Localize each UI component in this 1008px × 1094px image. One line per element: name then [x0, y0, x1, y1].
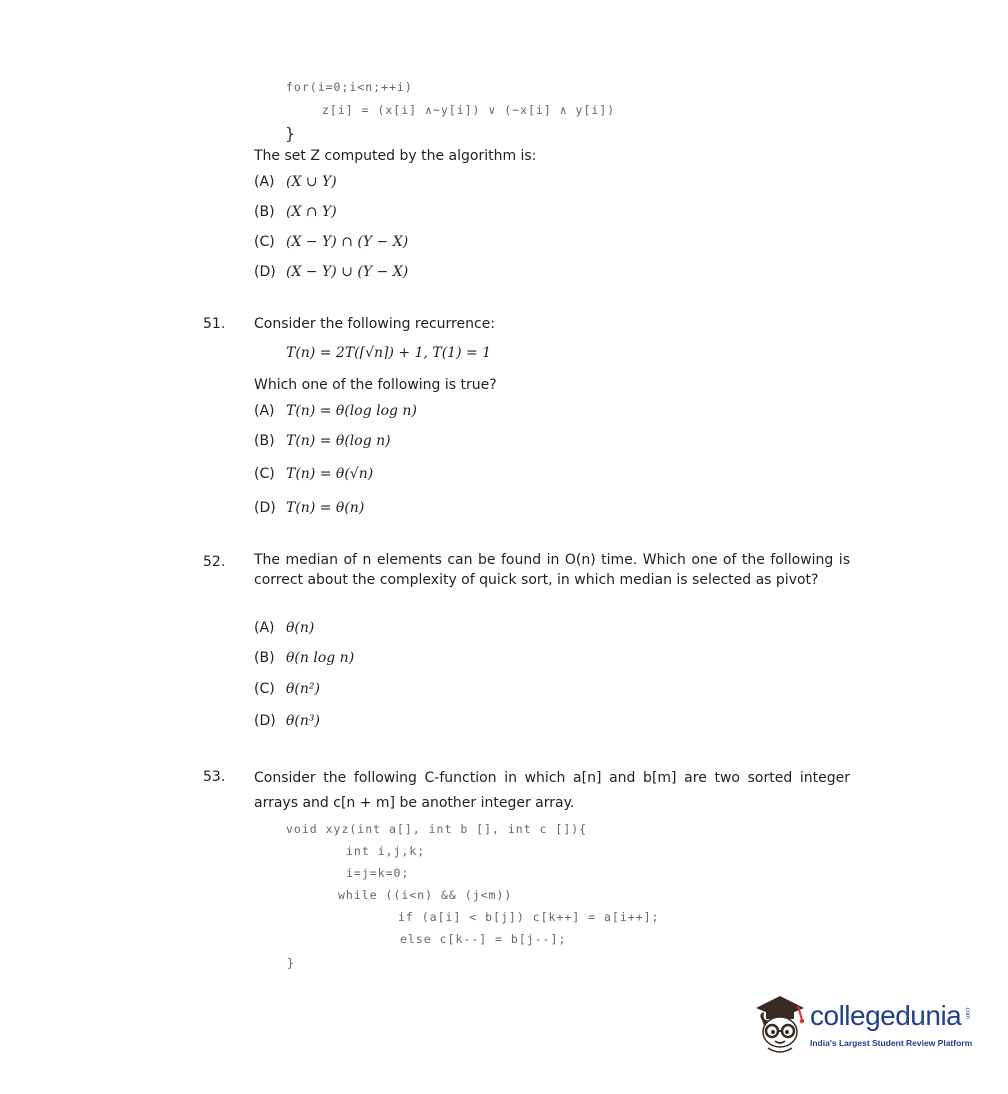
option-d [254, 713, 320, 729]
option-text: T(n) = θ(log log n) [286, 403, 417, 419]
option-label: (C) [254, 466, 275, 482]
option-d [254, 500, 364, 516]
recurrence-equation: T(n) = 2T(⌈√n⌉) + 1, T(1) = 1 [286, 345, 492, 361]
option-label: (C) [254, 681, 275, 697]
option-a [254, 403, 417, 419]
question-prompt: Consider the following recurrence: [254, 316, 496, 332]
option-text: (X − Y) ∪ (Y − X) [286, 264, 409, 280]
code-line: void xyz(int a[], int b [], int c []){ [286, 822, 588, 836]
option-label: (B) [254, 650, 275, 666]
code-line: } [287, 956, 295, 970]
option-d [254, 264, 408, 280]
option-label: (D) [254, 264, 276, 280]
option-b [254, 650, 354, 666]
option-text: (X − Y) ∩ (Y − X) [286, 234, 409, 250]
option-text: θ(n log n) [286, 650, 355, 666]
option-label: (D) [254, 500, 276, 516]
code-line: i=j=k=0; [346, 866, 410, 880]
question-prompt: The median of n elements can be found in O(n) time. Which one of the following is correct about the complexity of quick sort, in which median is selected as pivot? [254, 552, 850, 588]
option-label: (B) [254, 204, 275, 220]
option-text: (X ∩ Y) [286, 204, 337, 220]
option-label: (D) [254, 713, 276, 729]
question-number: 52. [203, 554, 226, 570]
option-c [254, 466, 373, 482]
option-text: θ(n³) [286, 713, 320, 729]
question-prompt: The set Z computed by the algorithm is: [254, 148, 537, 164]
logo-com: .com [964, 1006, 970, 1020]
code-line: for(i=0;i<n;++i) [286, 80, 413, 94]
code-line: z[i] = (x[i] ∧~y[i]) ∨ (~x[i] ∧ y[i]) [322, 103, 616, 117]
logo-wordmark: collegedunia [810, 1000, 962, 1031]
option-c [254, 681, 320, 697]
option-text: (X ∪ Y) [286, 174, 337, 190]
mascot-icon [750, 990, 810, 1058]
option-a [254, 620, 314, 636]
code-line: int i,j,k; [346, 844, 426, 858]
code-line: else c[k--] = b[j--]; [400, 932, 567, 946]
option-label: (B) [254, 433, 275, 449]
option-label: (C) [254, 234, 275, 250]
code-line: } [285, 124, 296, 143]
option-label: (A) [254, 620, 275, 636]
question-number: 51. [203, 316, 226, 332]
code-line: while ((i<n) && (j<m)) [338, 888, 513, 902]
option-label: (A) [254, 174, 275, 190]
collegedunia-logo [750, 990, 980, 1060]
code-line: if (a[i] < b[j]) c[k++] = a[i++]; [398, 910, 660, 924]
question-subprompt: Which one of the following is true? [254, 377, 497, 393]
question-prompt: Consider the following C-function in which a[n] and b[m] are two sorted integer arrays and c[n + m] be another integer array. [254, 770, 850, 811]
option-b [254, 433, 391, 449]
option-a [254, 174, 337, 190]
question-number: 53. [203, 769, 226, 785]
option-c [254, 234, 408, 250]
option-text: T(n) = θ(log n) [286, 433, 391, 449]
option-b [254, 204, 337, 220]
option-label: (A) [254, 403, 275, 419]
option-text: θ(n) [286, 620, 315, 636]
logo-tagline: India's Largest Student Review Platform [810, 1038, 973, 1048]
option-text: T(n) = θ(√n) [286, 466, 374, 482]
option-text: T(n) = θ(n) [286, 500, 365, 516]
option-text: θ(n²) [286, 681, 320, 697]
